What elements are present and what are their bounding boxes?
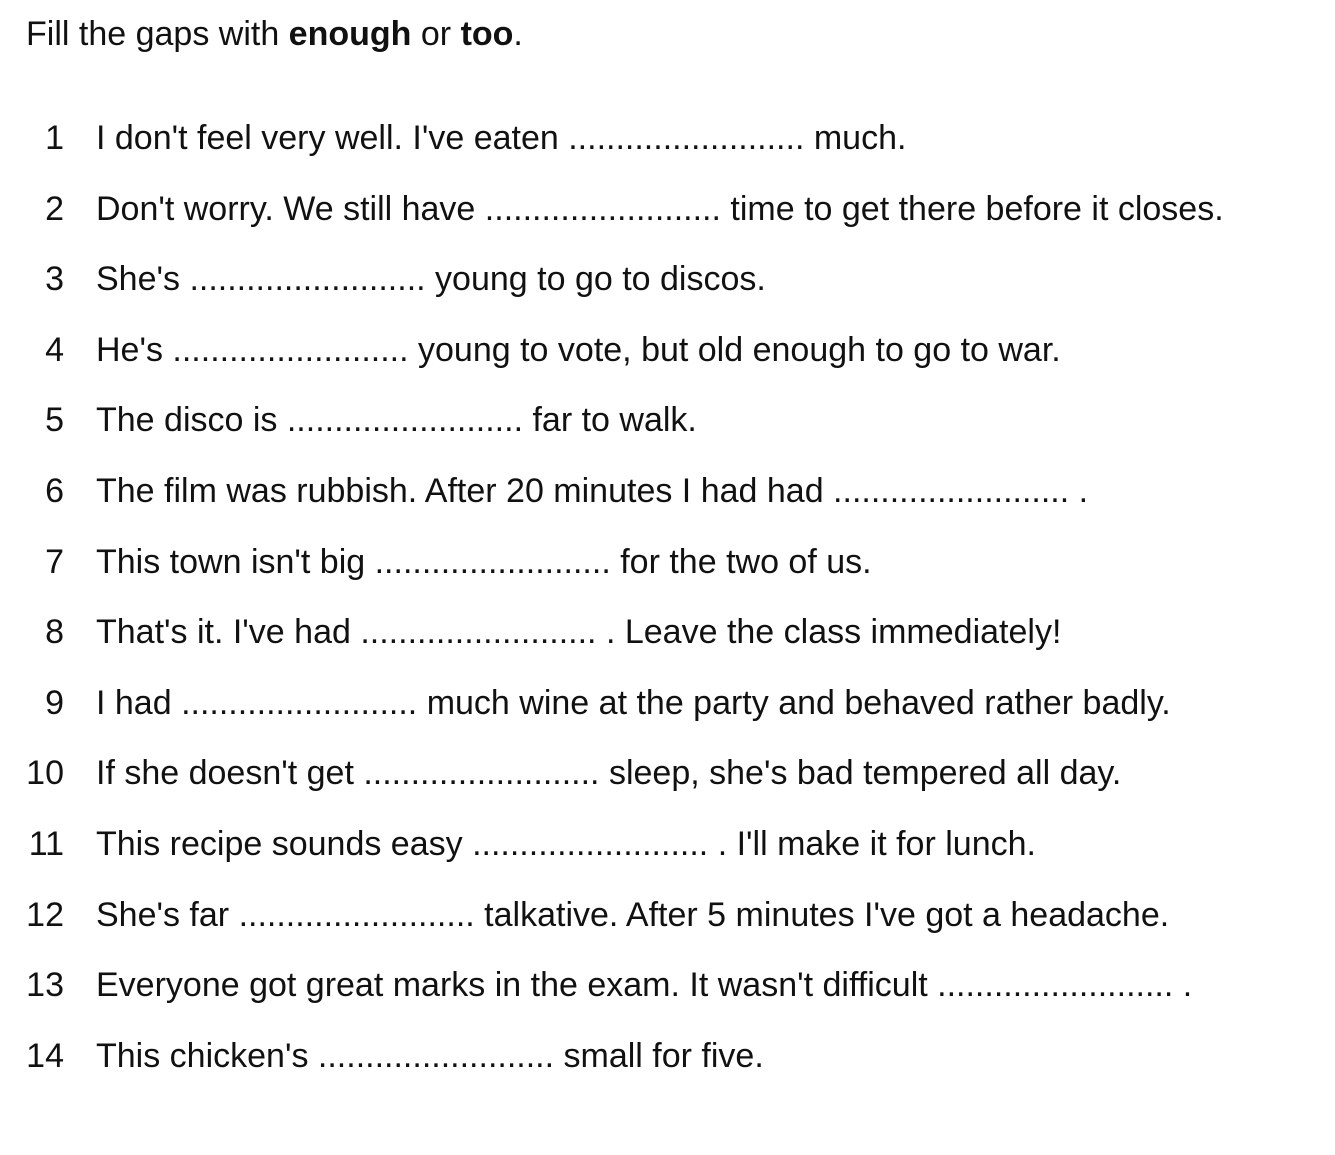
sentence-after: much. xyxy=(804,119,907,157)
item-sentence xyxy=(96,116,906,160)
item-sentence xyxy=(96,398,697,442)
sentence-after: much wine at the party and behaved rather badly. xyxy=(417,683,1171,722)
item-number: 9 xyxy=(45,683,64,722)
sentence-after: talkative. After 5 minutes I've got a headache. xyxy=(474,895,1170,934)
sentence-after: time to get there before it closes. xyxy=(720,189,1224,228)
item-sentence xyxy=(96,751,1121,795)
item-number: 7 xyxy=(45,542,64,581)
gap-blank[interactable]: ......................... xyxy=(238,895,475,934)
sentence-after: for the two of us. xyxy=(610,542,872,581)
item-number: 8 xyxy=(45,613,64,652)
sentence-before: She's xyxy=(96,260,190,299)
sentence-before: She's far xyxy=(96,895,239,934)
item-sentence xyxy=(96,963,1192,1007)
item-sentence xyxy=(96,328,1061,372)
sentence-after: . xyxy=(1069,471,1089,510)
sentence-before: If she doesn't get xyxy=(96,754,364,793)
sentence-after: young to vote, but old enough to go to war. xyxy=(408,330,1061,369)
gap-blank[interactable]: ......................... xyxy=(181,683,418,722)
item-sentence xyxy=(96,822,1036,866)
sentence-after: . Leave the class immediately! xyxy=(596,613,1062,652)
gap-blank[interactable]: ......................... xyxy=(172,330,409,369)
sentence-before: The film was rubbish. After 20 minutes I had had xyxy=(96,471,834,510)
item-number: 5 xyxy=(45,401,64,440)
item-number: 13 xyxy=(26,966,64,1005)
item-number: 2 xyxy=(45,189,64,228)
item-sentence xyxy=(96,1034,764,1078)
gap-blank[interactable]: ......................... xyxy=(937,966,1174,1005)
gap-blank[interactable]: ......................... xyxy=(484,189,721,228)
gap-blank[interactable]: ......................... xyxy=(317,1036,555,1075)
item-number: 12 xyxy=(26,895,64,934)
sentence-after: . I'll make it for lunch. xyxy=(708,824,1036,863)
item-sentence xyxy=(96,893,1169,937)
instructions-prefix: Fill the gaps with xyxy=(26,15,289,53)
item-sentence xyxy=(96,469,1088,513)
sentence-before: This recipe sounds easy xyxy=(96,824,473,863)
instructions-word-enough: enough xyxy=(288,15,412,53)
sentence-after: . xyxy=(1173,966,1193,1005)
sentence-after: sleep, she's bad tempered all day. xyxy=(599,754,1122,793)
item-sentence xyxy=(96,187,1224,231)
item-sentence xyxy=(96,681,1171,725)
sentence-after: small for five. xyxy=(554,1036,764,1075)
item-number: 4 xyxy=(45,330,64,369)
gap-blank[interactable]: ......................... xyxy=(286,401,524,440)
item-sentence xyxy=(96,257,766,301)
instructions-word-too: too xyxy=(460,15,514,53)
sentence-before: I don't feel very well. I've eaten xyxy=(96,119,569,157)
gap-blank[interactable]: ......................... xyxy=(374,542,611,581)
sentence-before: That's it. I've had xyxy=(96,613,361,652)
instructions-middle: or xyxy=(411,15,461,53)
sentence-after: far to walk. xyxy=(523,401,697,440)
instructions xyxy=(26,12,523,56)
sentence-before: The disco is xyxy=(96,401,287,440)
gap-blank[interactable]: ......................... xyxy=(568,119,805,157)
gap-blank[interactable]: ......................... xyxy=(472,824,709,863)
gap-blank[interactable]: ......................... xyxy=(363,754,600,793)
item-number: 10 xyxy=(26,754,64,793)
item-sentence xyxy=(96,540,872,584)
item-number: 1 xyxy=(45,119,64,157)
sentence-before: This town isn't big xyxy=(96,542,375,581)
item-number: 11 xyxy=(28,824,64,863)
sentence-before: I had xyxy=(96,683,182,722)
sentence-before: He's xyxy=(96,330,173,369)
item-number: 6 xyxy=(45,471,64,510)
gap-blank[interactable]: ......................... xyxy=(833,471,1070,510)
item-number: 14 xyxy=(26,1036,64,1075)
sentence-before: Everyone got great marks in the exam. It wasn't difficult xyxy=(96,966,938,1005)
sentence-before: Don't worry. We still have xyxy=(96,189,485,228)
item-number: 3 xyxy=(45,260,64,299)
sentence-after: young to go to discos. xyxy=(425,260,766,299)
gap-blank[interactable]: ......................... xyxy=(189,260,426,299)
item-sentence xyxy=(96,610,1061,654)
gap-blank[interactable]: ......................... xyxy=(360,613,597,652)
sentence-before: This chicken's xyxy=(96,1036,318,1075)
instructions-suffix: . xyxy=(513,15,523,53)
